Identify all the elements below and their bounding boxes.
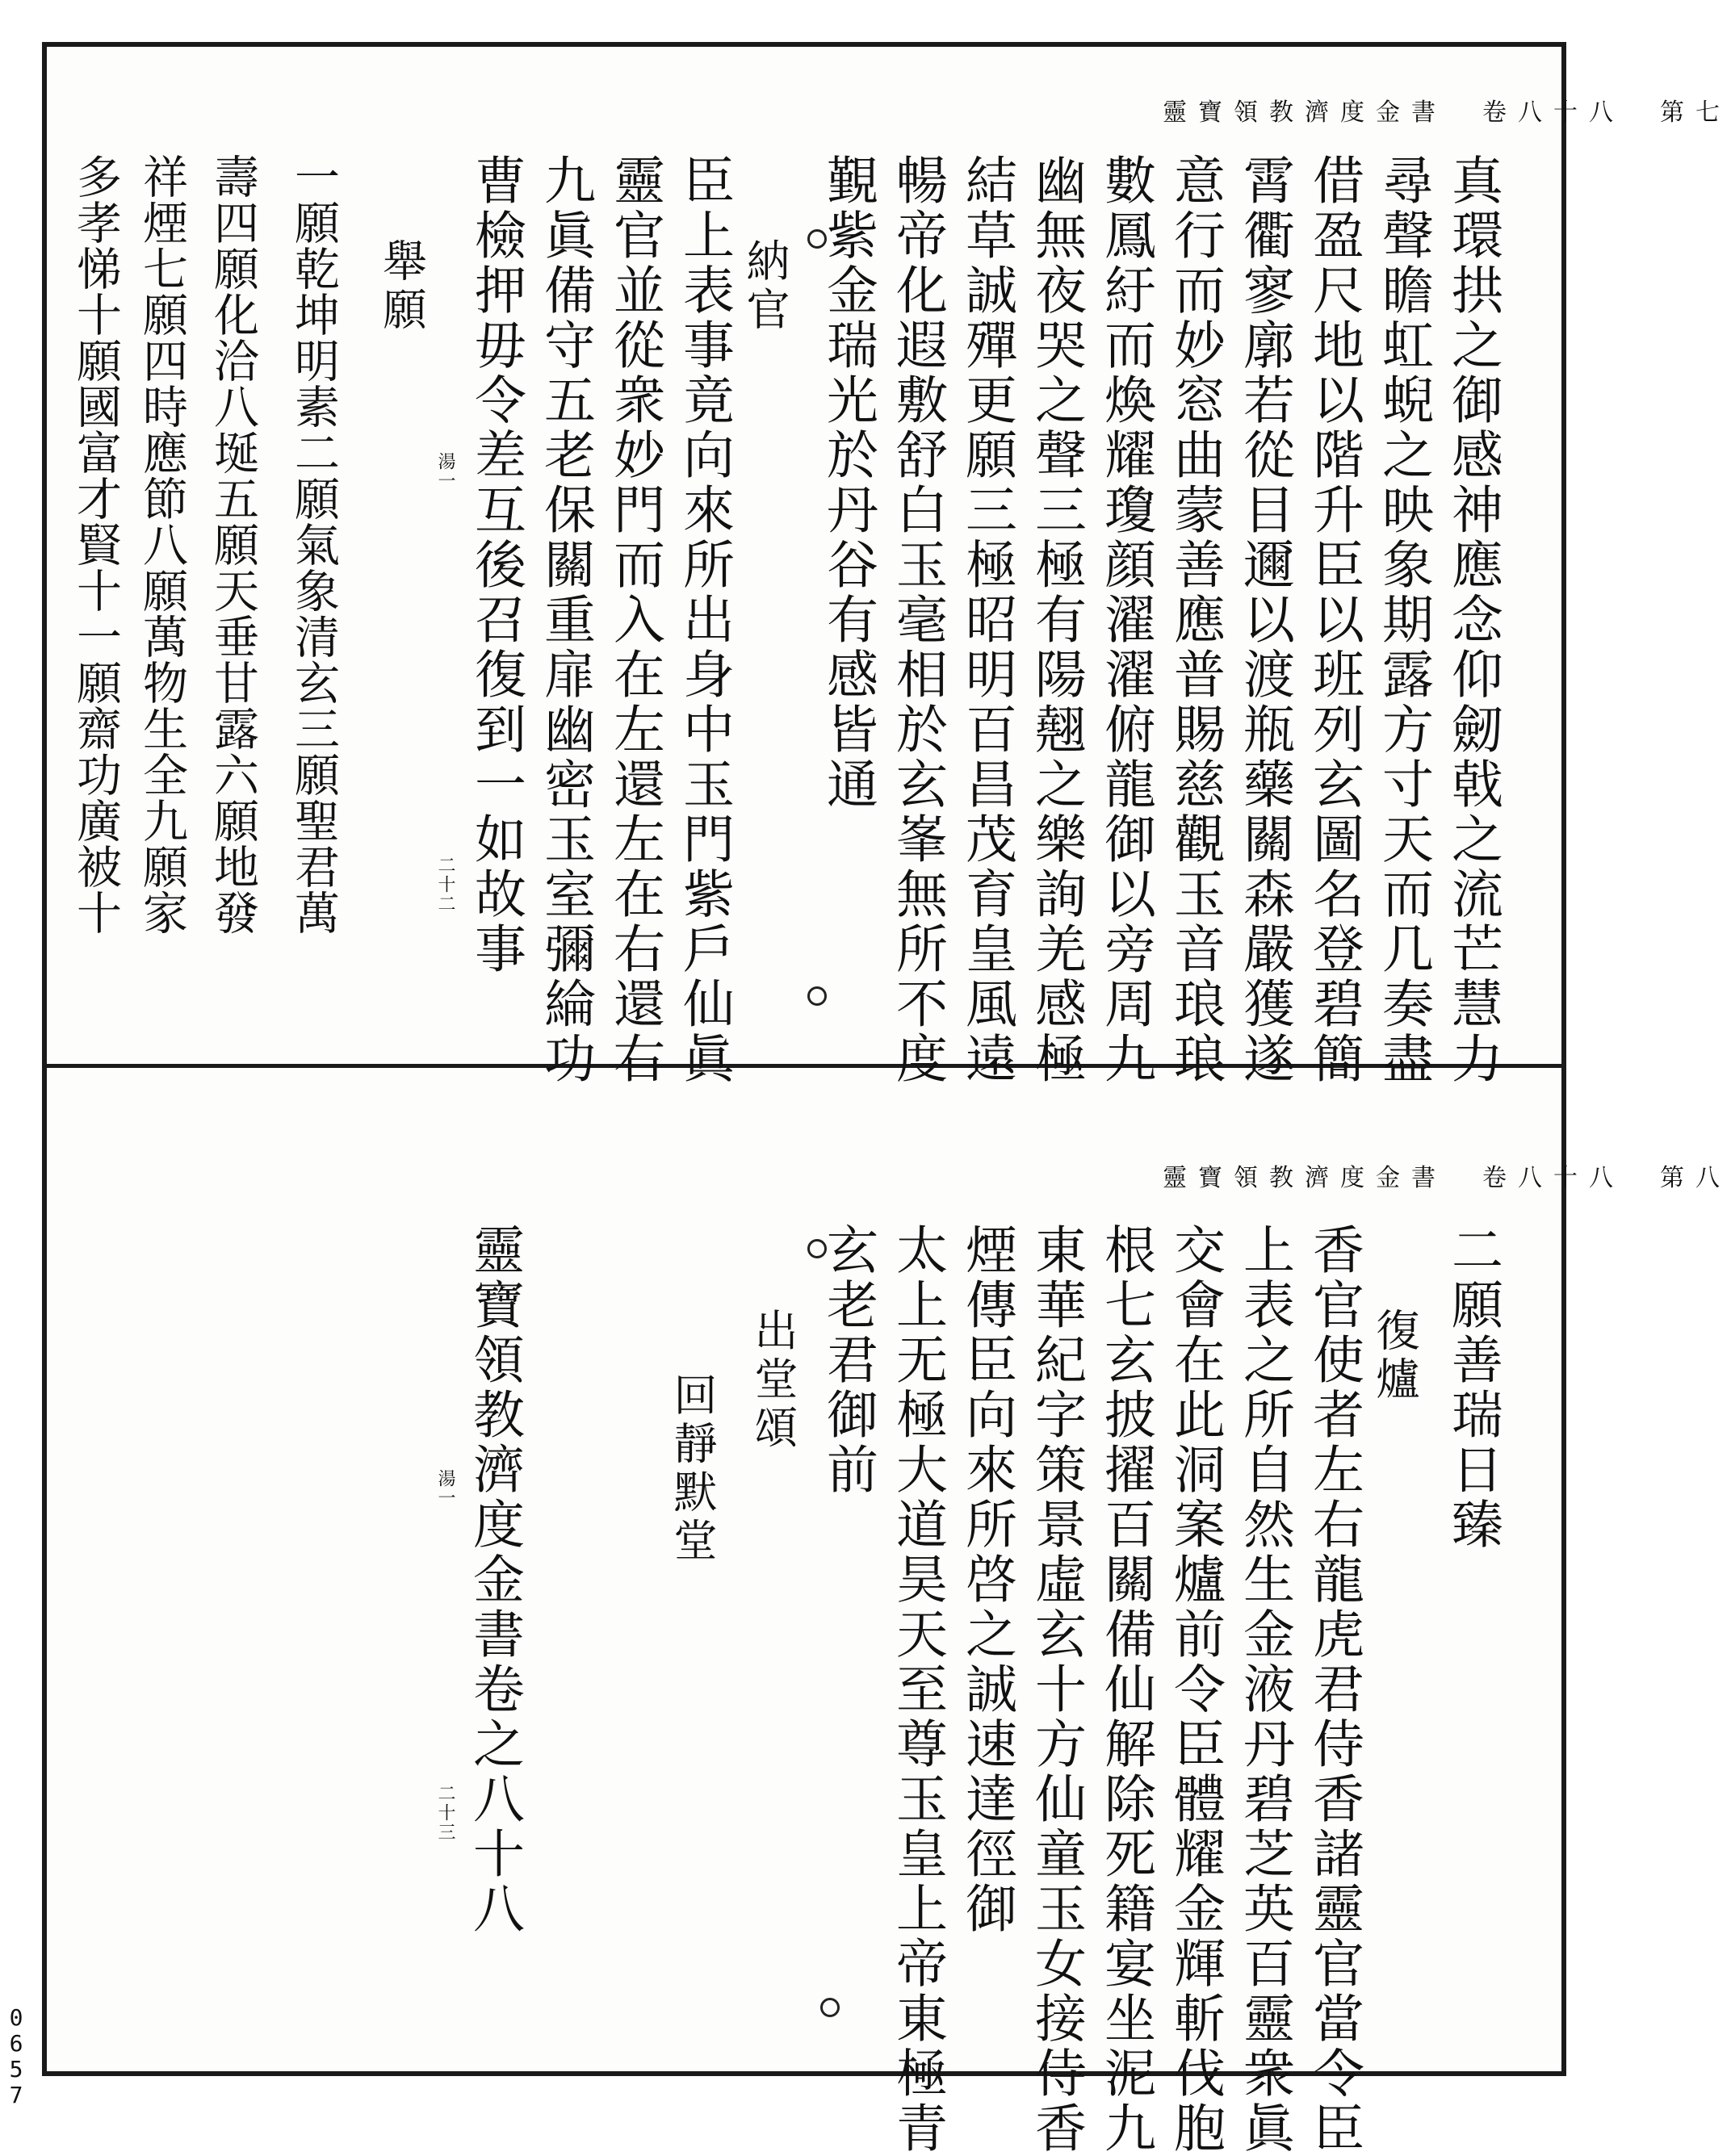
top-page-header: 靈寶領教濟度金書 卷八十八 第七 xyxy=(1163,98,1731,127)
top-column-9: 暢帝化遐敷舒白玉毫相於玄峯無所不度 xyxy=(887,153,947,1086)
bottom-heading-fulu: 復爐 xyxy=(1369,1308,1420,1405)
top-column-19: 祥煙七願四時應節八願萬物生全九願家 xyxy=(136,153,188,936)
bottom-column-4: 上表之所自然生金液丹碧芝英百靈衆眞 xyxy=(1234,1223,1294,2156)
bottom-column-10: 玄老君御前 xyxy=(818,1223,878,1497)
top-column-3: 借盈尺地以階升臣以班列玄圖名登碧簡 xyxy=(1304,153,1364,1086)
bottom-heading-huijingmotang: 回靜默堂 xyxy=(667,1372,718,1566)
top-column-20: 多孝悌十願國富才賢十一願齋功廣被十 xyxy=(69,153,122,936)
top-column-10: 覲紫金瑞光於丹谷有感皆通 xyxy=(818,153,878,812)
bottom-column-5: 交會在此洞案爐前令臣體耀金輝斬伐胞 xyxy=(1165,1223,1225,2156)
bottom-column-7: 東華紀字策景虛玄十方仙童玉女接侍香 xyxy=(1026,1223,1086,2156)
bottom-page-header: 靈寶領教濟度金書 卷八十八 第八 xyxy=(1163,1164,1731,1192)
bottom-marginal-page: 二十三 xyxy=(435,1784,455,1842)
top-column-1: 真環拱之御感神應念仰劒戟之流芒慧力 xyxy=(1443,153,1503,1086)
bottom-volume-end-title: 靈寶領教濟度金書卷之八十八 xyxy=(464,1223,524,1936)
bottom-column-3: 香官使者左右龍虎君侍香諸靈官當令臣 xyxy=(1304,1223,1364,2156)
page-number: 0657 xyxy=(9,2004,23,2108)
top-column-7: 幽無夜哭之聲三極有陽翹之樂詢羌感極 xyxy=(1026,153,1086,1086)
top-column-5: 意行而妙窓曲蒙善應普賜慈觀玉音琅琅 xyxy=(1165,153,1225,1086)
top-heading-juyuan: 舉願 xyxy=(376,238,427,335)
top-column-8: 結草誠殫更願三極昭明百昌茂育皇風遠 xyxy=(957,153,1016,1086)
top-column-18: 壽四願化洽八埏五願天垂甘露六願地發 xyxy=(207,153,259,936)
bottom-marginal-left: 湯一 xyxy=(435,1469,455,1508)
top-column-4: 霄衢寥廓若從目邇以渡瓶藥關森嚴獲遂 xyxy=(1234,153,1294,1086)
top-column-15: 曹檢押毋令差互後召復到一如故事 xyxy=(466,153,526,977)
bottom-heading-chutangsong: 出堂頌 xyxy=(748,1308,798,1453)
bottom-column-6: 根七玄披擢百關備仙解除死籍宴坐泥九 xyxy=(1096,1223,1155,2156)
top-punctuation-circle-2 xyxy=(807,986,827,1006)
top-column-2: 尋聲瞻虹蜺之映象期露方寸天而几奏盡 xyxy=(1373,153,1433,1086)
top-column-14: 九眞備守五老保關重扉幽密玉室彌綸功 xyxy=(535,153,595,1086)
top-column-17: 一願乾坤明素二願氣象清玄三願聖君萬 xyxy=(287,153,340,936)
bottom-punctuation-circle-2 xyxy=(820,1998,840,2017)
top-heading-naguan: 納官 xyxy=(740,238,790,335)
bottom-punctuation-circle-1 xyxy=(807,1239,827,1258)
top-marginal-page: 二十二 xyxy=(435,856,455,914)
top-column-13: 靈官並從衆妙門而入在左還左在右還右 xyxy=(605,153,664,1086)
bottom-column-9: 太上无極大道昊天至尊玉皇上帝東極青 xyxy=(887,1223,947,2156)
top-column-12: 臣上表事竟向來所出身中玉門紫戶仙眞 xyxy=(674,153,734,1086)
top-marginal-left: 湯一 xyxy=(435,452,455,491)
bottom-column-8: 煙傳臣向來所啓之誠速達徑御 xyxy=(957,1223,1016,1936)
bottom-column-1: 二願善瑞日臻 xyxy=(1443,1223,1503,1552)
top-punctuation-circle-1 xyxy=(807,229,827,249)
top-column-6: 數鳳紆而煥耀瓊顔濯濯俯龍御以旁周九 xyxy=(1096,153,1155,1086)
